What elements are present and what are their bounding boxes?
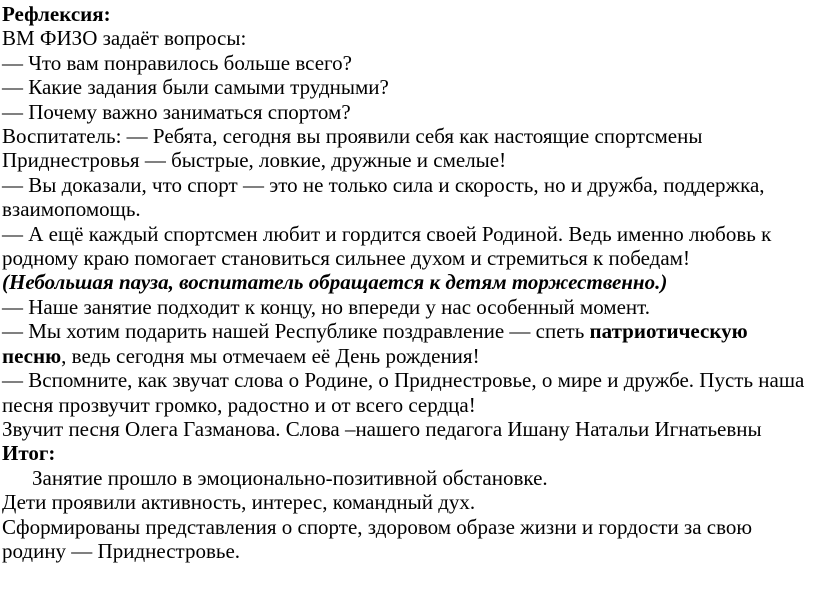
text-line: Дети проявили активность, интерес, командный дух.	[2, 490, 476, 515]
text-run: , ведь сегодня мы отмечаем её День рождения!	[61, 343, 480, 368]
summary-heading: Итог:	[2, 441, 56, 466]
text-line: — А ещё каждый спортсмен любит и гордится своей Родиной. Ведь именно любовь к	[2, 221, 772, 246]
text-line: Приднестровья — быстрые, ловкие, дружные и смелые!	[2, 148, 507, 173]
reflection-heading: Рефлексия:	[2, 2, 111, 26]
text-line: родину — Приднестровье.	[2, 538, 241, 563]
text-line: Звучит песня Олега Газманова. Слова –нашего педагога Ишану Натальи Игнатьевны	[2, 416, 762, 441]
text-line: Сформированы представления о спорте, здоровом образе жизни и гордости за свою	[2, 514, 753, 539]
text-line: Занятие прошло в эмоционально-позитивной обстановке.	[32, 465, 548, 490]
text-line: — Наше занятие подходит к концу, но впереди у нас особенный момент.	[2, 294, 650, 319]
text-line: ВМ ФИЗО задаёт вопросы:	[2, 26, 247, 51]
text-run: — Мы хотим подарить нашей Республике поздравление — спеть	[2, 319, 590, 344]
text-line: — Что вам понравилось больше всего?	[2, 50, 352, 75]
text-line: песня прозвучит громко, радостно и от всего сердца!	[2, 392, 476, 417]
bold-text-run: песню	[2, 343, 62, 368]
text-line	[2, 344, 806, 368]
text-line: — Почему важно заниматься спортом?	[2, 99, 351, 124]
text-line: — Вы доказали, что спорт — это не только сила и скорость, но и дружба, поддержка,	[2, 172, 765, 197]
text-line: Воспитатель: — Ребята, сегодня вы проявили себя как настоящие спортсмены	[2, 124, 703, 149]
text-line: — Вспомните, как звучат слова о Родине, о Приднестровье, о мире и дружбе. Пусть наша	[2, 368, 805, 393]
text-line: взаимопомощь.	[2, 197, 141, 222]
stage-direction: (Небольшая пауза, воспитатель обращается к детям торжественно.)	[2, 270, 668, 295]
text-line	[2, 319, 806, 343]
text-line: родному краю помогает становиться сильнее духом и стремиться к победам!	[2, 246, 690, 271]
bold-text-run: патриотическую	[589, 319, 748, 344]
text-line: — Какие задания были самыми трудными?	[2, 75, 389, 100]
